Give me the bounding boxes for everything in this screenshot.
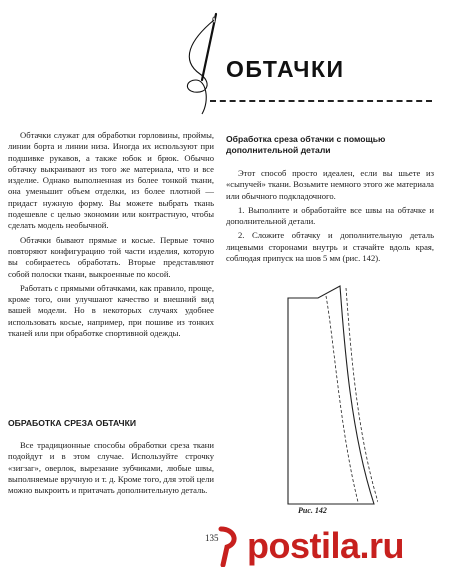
- chapter-title: ОБТАЧКИ: [226, 56, 345, 82]
- right-column: [226, 134, 434, 267]
- facing-pattern-illustration: [278, 280, 378, 510]
- left-column-section: [8, 440, 214, 499]
- pin-icon: [215, 525, 243, 567]
- title-divider: [210, 100, 432, 102]
- watermark-text: postila.ru: [247, 525, 405, 566]
- page-number: 135: [205, 533, 219, 543]
- paragraph: 1. Выполните и обработайте все швы на обтачке и дополнительной детали.: [226, 204, 434, 227]
- paragraph: Все традиционные способы обработки среза ткани подойдут и в этом случае. Используйте строчку «зигзаг», оверлок, вырезание зубчиками, любые швы, выполняемые вручную и т. д. Кроме того, для этой цели можно выкроить и притачать дополнительную деталь.: [8, 440, 214, 496]
- paragraph: 2. Сложите обтачку и дополнительную деталь лицевыми сторонами внутрь и стачайте вдоль края, соблюдая припуск на шов 5 мм (рис. 142).: [226, 230, 434, 264]
- paragraph: Обтачки бывают прямые и косые. Первые точно повторяют конфигурацию той части изделия, которую вы собираетесь обработать. Вторые представляют собой полоски ткани, выкроенные по косой.: [8, 234, 214, 279]
- subsection-heading: Обработка среза обтачки с помощью дополнительной детали: [226, 134, 386, 155]
- figure-caption: Рис. 142: [298, 506, 327, 515]
- paragraph: Работать с прямыми обтачками, как правило, проще, кроме того, они улучшают качество и внешний вид вашей модели. Но в некоторых случаях удобнее использовать косые, например, при пошиве из тонких тканей или при обработке спортивной одежды.: [8, 282, 214, 339]
- section-heading: ОБРАБОТКА СРЕЗА ОБТАЧКИ: [8, 418, 137, 428]
- paragraph: Обтачки служат для обработки горловины, проймы, линии борта и линии низа. Иногда их используют при подшивке рукавов, а также юбок и брюк. Обычно обтачку выкраивают из того же материала, что и все изделие. Однако выполненная из более тонкой ткани, она уменьшит объем отделки, из более плотной — придаст нужную форму. Вы можете выбрать ткань подешевле с целью экономии или контрастную, чтобы сделать модель необычной.: [8, 130, 214, 231]
- watermark: [215, 518, 455, 574]
- left-column-intro: [8, 130, 214, 342]
- paragraph: Этот способ просто идеален, если вы шьете из «сыпучей» ткани. Возьмите немного этого же материала или обычного подкладочного.: [226, 168, 434, 201]
